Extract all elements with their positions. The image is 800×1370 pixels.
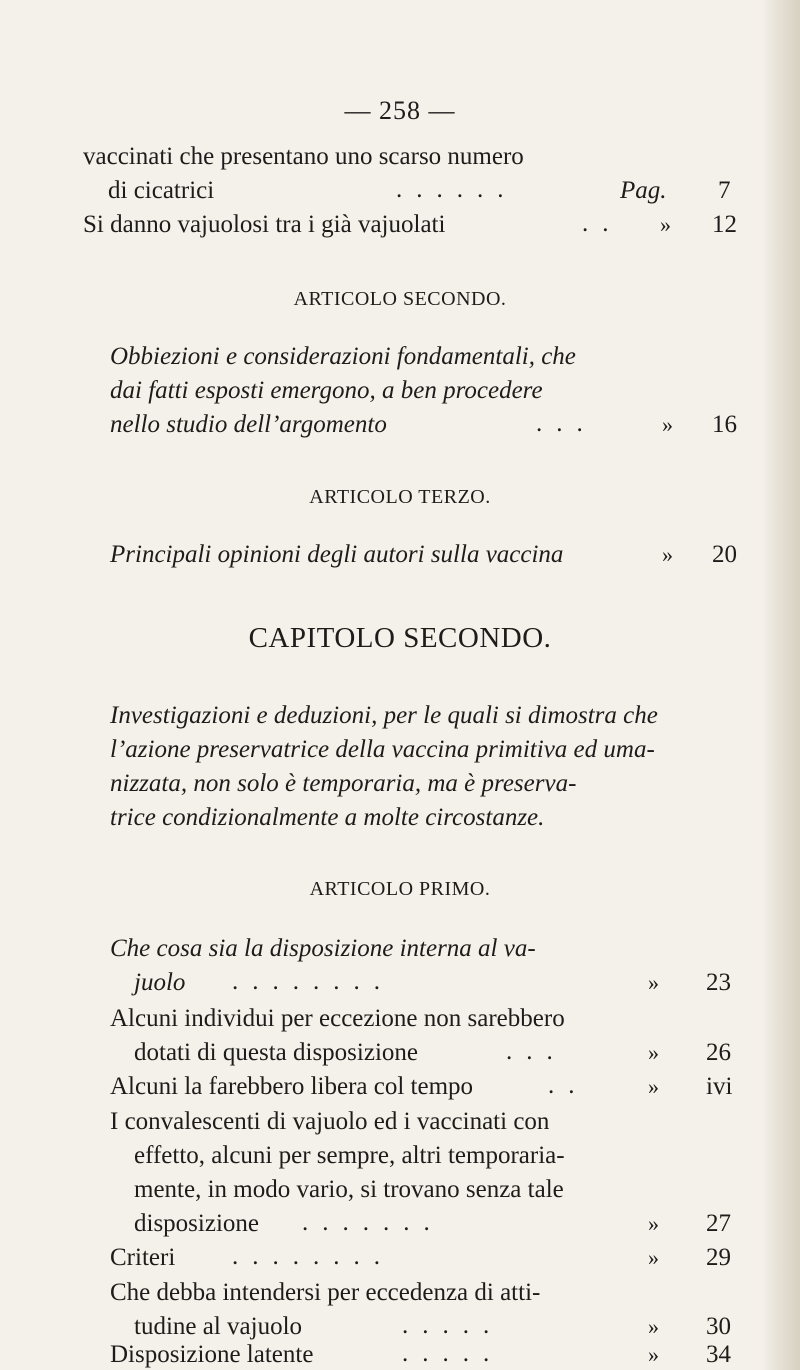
page-ref: 29 <box>706 1244 731 1271</box>
toc-entry-line: Alcuni individui per eccezione non sarebbero <box>110 1005 565 1032</box>
ditto-mark: » <box>660 212 671 237</box>
section-heading: ARTICOLO TERZO. <box>309 486 491 508</box>
page-ref: ivi <box>706 1073 733 1100</box>
toc-entry-line: juolo <box>134 969 186 996</box>
dot-leader: ..... <box>402 1312 504 1339</box>
chapter-summary-line: nizzata, non solo è temporaria, ma è preserva- <box>110 770 577 797</box>
ditto-mark: » <box>648 1245 659 1270</box>
ditto-mark: » <box>648 1074 659 1099</box>
toc-entry-line: Criteri <box>110 1244 176 1271</box>
chapter-summary-line: l’azione preservatrice della vaccina primitiva ed uma- <box>110 736 655 763</box>
dot-leader: ..... <box>402 1340 504 1367</box>
dot-leader: .. <box>548 1072 589 1099</box>
toc-entry-line: Alcuni la farebbero libera col tempo <box>110 1073 474 1100</box>
toc-entry-line: dotati di questa disposizione <box>134 1039 418 1066</box>
toc-entry-line: tudine al vajuolo <box>134 1313 303 1340</box>
page-ref: 26 <box>706 1039 731 1066</box>
dot-leader: ....... <box>302 1209 444 1236</box>
chapter-summary-line: Investigazioni e deduzioni, per le quali si dimostra che <box>110 702 658 729</box>
toc-entry-line: disposizione <box>134 1210 259 1237</box>
ditto-mark: » <box>648 1314 659 1339</box>
section-heading: ARTICOLO PRIMO. <box>309 878 491 900</box>
page-ref: 20 <box>712 541 737 568</box>
toc-entry-line: Che debba intendersi per eccedenza di atti- <box>110 1279 541 1306</box>
ditto-mark: » <box>648 1211 659 1236</box>
toc-entry-line: Obbiezioni e considerazioni fondamentali, che <box>110 343 576 370</box>
section-heading: ARTICOLO SECONDO. <box>293 288 507 310</box>
ditto-mark: » <box>648 970 659 995</box>
page-ref: 30 <box>706 1313 731 1340</box>
toc-entry-line: di cicatrici <box>108 177 215 204</box>
dot-leader: ........ <box>232 1243 394 1270</box>
dot-leader: .. <box>582 210 623 237</box>
page-ref: 16 <box>712 411 737 438</box>
page-ref: 23 <box>706 969 731 996</box>
toc-entry-line: Che cosa sia la disposizione interna al va- <box>110 935 536 962</box>
page-ref: 12 <box>712 211 737 238</box>
dot-leader: ...... <box>396 176 518 203</box>
page-ref: 27 <box>706 1210 731 1237</box>
toc-entry-line: I convalescenti di vajuolo ed i vaccinati con <box>110 1108 550 1135</box>
toc-entry-line: vaccinati che presentano uno scarso numero <box>83 143 524 170</box>
dot-leader: ........ <box>232 968 394 995</box>
ditto-mark: » <box>662 542 673 567</box>
page-ref: 34 <box>706 1341 731 1368</box>
dot-leader: ... <box>536 410 597 437</box>
dot-leader: ... <box>506 1038 567 1065</box>
ditto-mark: » <box>648 1342 659 1367</box>
toc-entry-line: dai fatti esposti emergono, a ben procedere <box>110 377 543 404</box>
toc-entry-line: mente, in modo vario, si trovano senza tale <box>134 1176 564 1203</box>
toc-entry-line: Si danno vajuolosi tra i già vajuolati <box>83 211 446 238</box>
page-ref: 7 <box>718 177 731 204</box>
chapter-heading: CAPITOLO SECONDO. <box>248 622 552 654</box>
page-abbrev: Pag. <box>620 177 667 204</box>
toc-entry-line: Disposizione latente <box>110 1341 314 1368</box>
page-edge-shadow <box>762 0 800 1370</box>
toc-entry-line: Principali opinioni degli autori sulla vaccina <box>110 541 564 568</box>
ditto-mark: » <box>662 412 673 437</box>
page-number: — 258 — <box>344 96 456 125</box>
chapter-summary-line: trice condizionalmente a molte circostanze. <box>110 804 545 831</box>
toc-entry-line: effetto, alcuni per sempre, altri temporaria- <box>134 1142 565 1169</box>
toc-entry-line: nello studio dell’argomento <box>110 411 387 438</box>
ditto-mark: » <box>648 1040 659 1065</box>
